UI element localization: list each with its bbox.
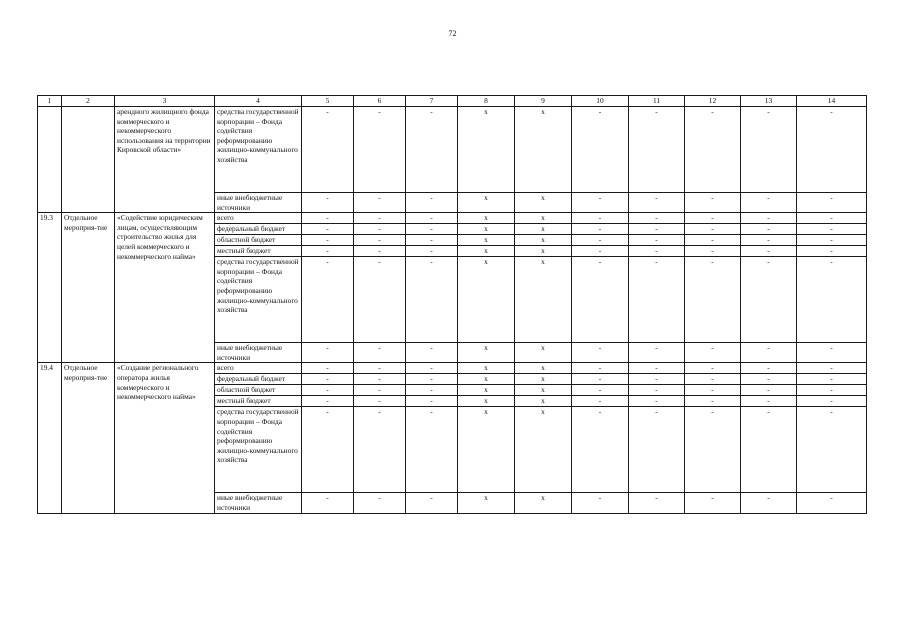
value-cell: x [515,343,572,363]
item-kind: Отдельное мероприя-тие [62,213,115,363]
value-cell: - [406,224,458,235]
value-cell: - [741,385,797,396]
value-cell: x [458,407,515,493]
column-header: 1 [38,96,62,107]
column-header: 5 [302,96,354,107]
value-cell: - [354,396,406,407]
funding-source: федеральный бюджет [215,224,302,235]
column-header: 10 [572,96,629,107]
item-kind [62,107,115,213]
value-cell: - [572,193,629,213]
value-cell: - [406,493,458,513]
funding-source: всего [215,363,302,374]
value-cell: - [741,363,797,374]
column-header: 12 [685,96,741,107]
funding-source: местный бюджет [215,396,302,407]
value-cell: - [629,343,685,363]
value-cell: - [797,493,867,513]
value-cell: - [685,107,741,193]
funding-source: средства государственной корпорации – Фонда содействия реформированию жилищно-коммунального хозяйства [215,107,302,193]
value-cell: - [629,407,685,493]
column-header: 8 [458,96,515,107]
value-cell: - [302,224,354,235]
funding-source: иные внебюджетные источники [215,193,302,213]
value-cell: - [354,374,406,385]
funding-source: областной бюджет [215,385,302,396]
value-cell: - [741,224,797,235]
value-cell: - [572,224,629,235]
value-cell: - [406,213,458,224]
column-header: 14 [797,96,867,107]
value-cell: - [572,343,629,363]
value-cell: - [302,493,354,513]
funding-source: иные внебюджетные источники [215,343,302,363]
value-cell: - [797,363,867,374]
value-cell: - [629,374,685,385]
value-cell: - [572,213,629,224]
value-cell: - [685,193,741,213]
value-cell: - [629,235,685,246]
value-cell: x [458,385,515,396]
item-title: «Содействие юридическим лицам, осуществляющим строительство жилья для целей коммерческого и некоммерческого найма» [115,213,215,363]
value-cell: - [797,257,867,343]
value-cell: - [741,246,797,257]
value-cell: - [354,407,406,493]
item-title: «Создание регионального оператора жилья коммерческого и некоммерческого найма» [115,363,215,513]
value-cell: - [685,224,741,235]
value-cell: x [458,107,515,193]
value-cell: x [515,213,572,224]
value-cell: - [629,385,685,396]
value-cell: x [515,385,572,396]
value-cell: x [515,193,572,213]
value-cell: - [572,235,629,246]
value-cell: - [572,493,629,513]
value-cell: - [797,224,867,235]
value-cell: - [629,107,685,193]
value-cell: - [572,107,629,193]
value-cell: - [685,407,741,493]
table-row [38,363,867,374]
value-cell: - [302,374,354,385]
value-cell: - [741,407,797,493]
value-cell: - [406,246,458,257]
value-cell: - [302,107,354,193]
value-cell: x [458,343,515,363]
value-cell: - [406,407,458,493]
value-cell: - [302,235,354,246]
value-cell: - [572,385,629,396]
funding-source: средства государственной корпорации – Фонда содействия реформированию жилищно-коммунального хозяйства [215,407,302,493]
value-cell: - [741,257,797,343]
value-cell: - [741,343,797,363]
value-cell: - [685,396,741,407]
column-header: 3 [115,96,215,107]
item-number: 19.3 [38,213,62,363]
value-cell: - [629,246,685,257]
value-cell: - [741,107,797,193]
value-cell: - [572,363,629,374]
value-cell: - [797,396,867,407]
column-header: 13 [741,96,797,107]
value-cell: x [458,235,515,246]
value-cell: x [458,246,515,257]
value-cell: - [354,235,406,246]
column-header: 7 [406,96,458,107]
value-cell: x [458,374,515,385]
value-cell: - [302,193,354,213]
value-cell: - [406,374,458,385]
value-cell: - [354,363,406,374]
value-cell: x [515,407,572,493]
value-cell: - [797,213,867,224]
item-kind: Отдельное мероприя-тие [62,363,115,513]
value-cell: - [572,407,629,493]
value-cell: - [797,374,867,385]
value-cell: - [741,193,797,213]
value-cell: x [458,257,515,343]
value-cell: x [458,193,515,213]
value-cell: - [629,257,685,343]
page-number: 72 [448,29,457,38]
value-cell: x [515,246,572,257]
funding-source: федеральный бюджет [215,374,302,385]
value-cell: - [354,343,406,363]
value-cell: - [354,213,406,224]
value-cell: x [515,396,572,407]
table-row [38,107,867,193]
value-cell: - [354,257,406,343]
value-cell: - [406,257,458,343]
value-cell: x [458,493,515,513]
value-cell: x [458,213,515,224]
value-cell: x [458,224,515,235]
value-cell: - [685,363,741,374]
value-cell: - [302,257,354,343]
value-cell: - [406,235,458,246]
value-cell: - [354,193,406,213]
value-cell: - [406,343,458,363]
funding-table [37,95,867,514]
value-cell: - [797,235,867,246]
value-cell: - [797,246,867,257]
column-header: 2 [62,96,115,107]
value-cell: - [302,343,354,363]
value-cell: - [572,257,629,343]
value-cell: - [629,213,685,224]
value-cell: - [629,224,685,235]
value-cell: - [302,385,354,396]
value-cell: - [302,246,354,257]
value-cell: - [406,385,458,396]
column-header: 4 [215,96,302,107]
funding-source: иные внебюджетные источники [215,493,302,513]
item-number [38,107,62,213]
funding-source: всего [215,213,302,224]
column-header: 6 [354,96,406,107]
value-cell: - [797,343,867,363]
funding-source: областной бюджет [215,235,302,246]
value-cell: - [685,493,741,513]
column-header: 11 [629,96,685,107]
value-cell: x [458,396,515,407]
value-cell: - [354,385,406,396]
value-cell: - [685,235,741,246]
value-cell: x [515,363,572,374]
value-cell: - [685,385,741,396]
value-cell: - [629,363,685,374]
value-cell: - [685,343,741,363]
value-cell: - [406,396,458,407]
value-cell: - [302,363,354,374]
value-cell: x [515,224,572,235]
value-cell: - [741,235,797,246]
value-cell: - [797,385,867,396]
column-header: 9 [515,96,572,107]
funding-source: средства государственной корпорации – Фонда содействия реформированию жилищно-коммунального хозяйства [215,257,302,343]
value-cell: - [797,193,867,213]
value-cell: - [302,396,354,407]
funding-source: местный бюджет [215,246,302,257]
value-cell: - [406,193,458,213]
value-cell: - [741,396,797,407]
value-cell: - [685,246,741,257]
value-cell: - [572,246,629,257]
value-cell: - [354,107,406,193]
value-cell: x [515,107,572,193]
header-row [38,96,867,107]
value-cell: - [354,493,406,513]
value-cell: x [515,493,572,513]
table-row [38,213,867,224]
value-cell: - [797,407,867,493]
value-cell: - [354,246,406,257]
value-cell: - [406,107,458,193]
value-cell: x [458,363,515,374]
value-cell: - [797,107,867,193]
value-cell: - [685,374,741,385]
value-cell: x [515,235,572,246]
value-cell: x [515,257,572,343]
value-cell: - [629,396,685,407]
value-cell: - [302,213,354,224]
value-cell: - [354,224,406,235]
value-cell: - [685,257,741,343]
value-cell: - [741,213,797,224]
value-cell: - [741,493,797,513]
value-cell: - [572,374,629,385]
value-cell: x [515,374,572,385]
value-cell: - [406,363,458,374]
value-cell: - [741,374,797,385]
item-number: 19.4 [38,363,62,513]
value-cell: - [629,193,685,213]
item-title: арендного жилищного фонда коммерческого и некоммерческого использования на территории Кировской области» [115,107,215,213]
value-cell: - [685,213,741,224]
value-cell: - [572,396,629,407]
value-cell: - [629,493,685,513]
value-cell: - [302,407,354,493]
